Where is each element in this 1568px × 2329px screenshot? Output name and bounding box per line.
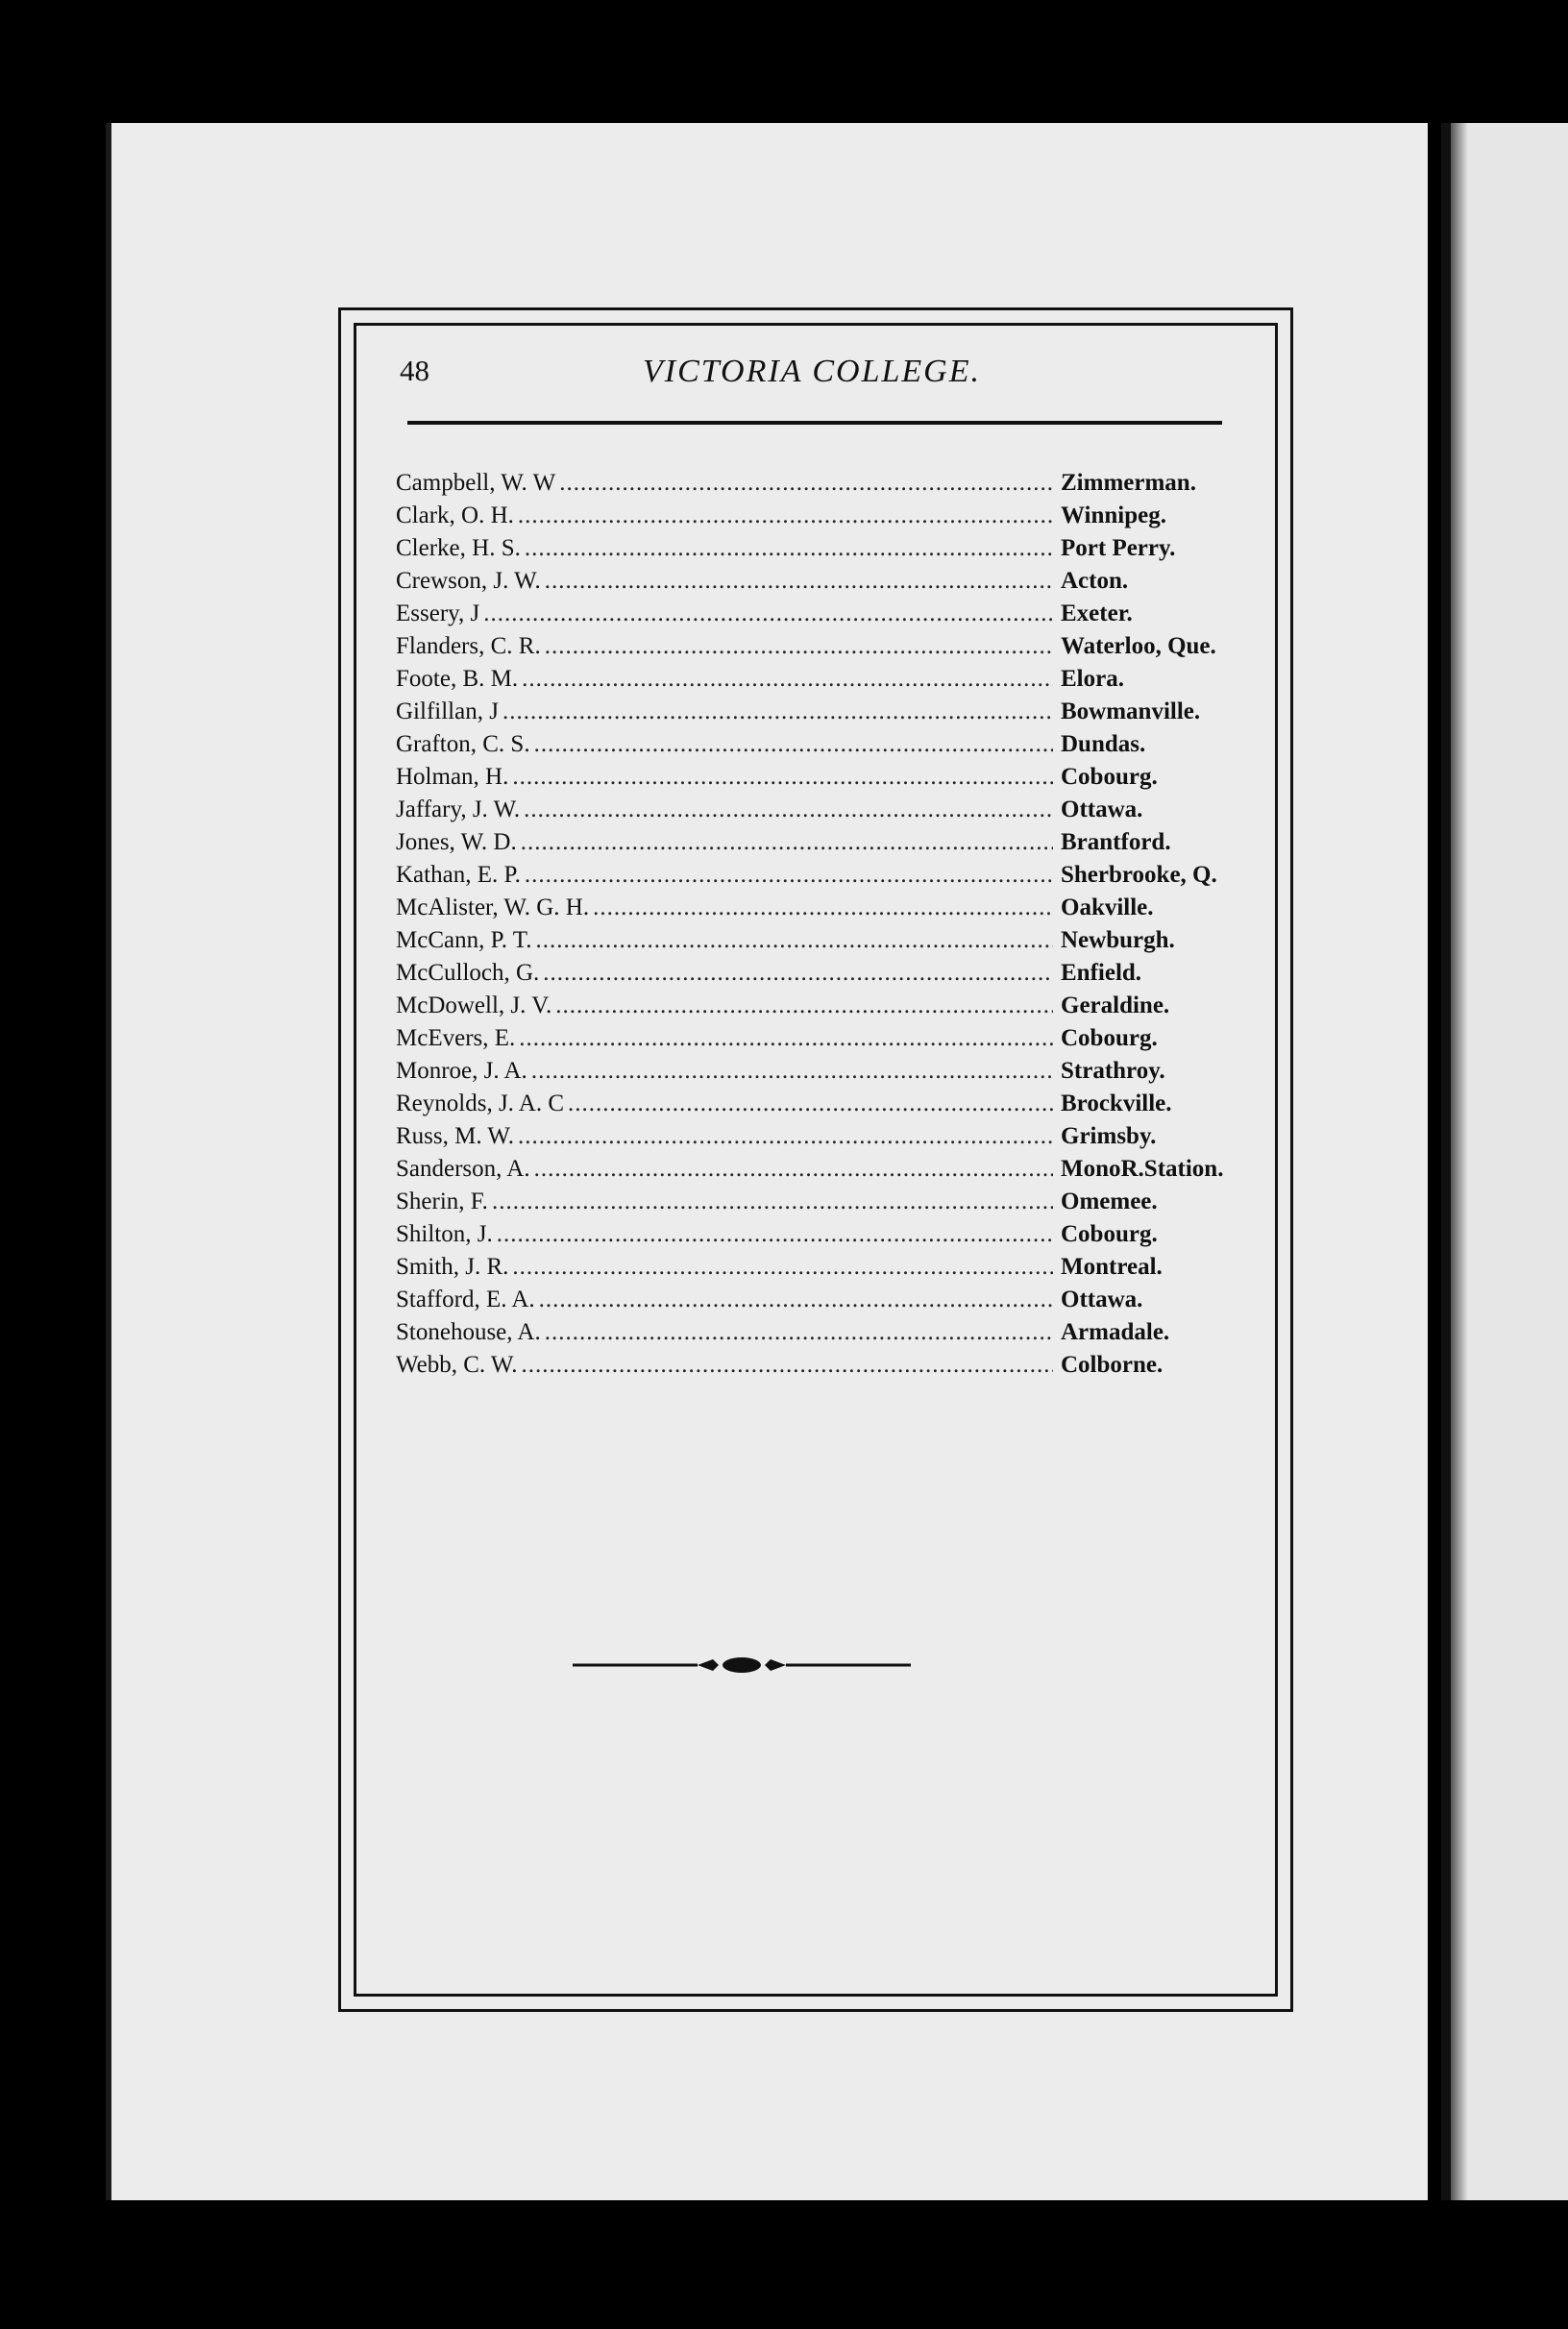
home-town: Port Perry. bbox=[1061, 535, 1176, 561]
dot-leader bbox=[539, 1284, 1053, 1316]
roster-entry bbox=[396, 924, 1241, 957]
dot-leader bbox=[518, 1120, 1053, 1153]
home-town: Acton. bbox=[1061, 568, 1129, 594]
home-town: Waterloo, Que. bbox=[1061, 633, 1216, 659]
dot-leader bbox=[531, 1055, 1053, 1088]
roster-entry bbox=[396, 1022, 1241, 1055]
dot-leader bbox=[497, 1218, 1053, 1251]
roster-entry bbox=[396, 990, 1241, 1022]
student-name: Crewson, J. W. bbox=[396, 568, 541, 594]
student-name: Monroe, J. A. bbox=[396, 1058, 527, 1084]
ornament-center-oval bbox=[723, 1657, 761, 1673]
roster-entry bbox=[396, 1218, 1241, 1251]
dot-leader bbox=[593, 892, 1053, 924]
roster-entry bbox=[396, 1153, 1241, 1186]
roster-entry bbox=[396, 1349, 1241, 1382]
dot-leader bbox=[535, 924, 1053, 957]
roster-entry bbox=[396, 696, 1241, 728]
roster-entry bbox=[396, 467, 1241, 500]
home-town: Cobourg. bbox=[1061, 1221, 1158, 1247]
roster-entry bbox=[396, 630, 1241, 663]
running-head bbox=[394, 354, 1230, 402]
home-town: Exeter. bbox=[1061, 601, 1133, 626]
student-name: McCulloch, G. bbox=[396, 960, 540, 986]
student-name: Stonehouse, A. bbox=[396, 1319, 541, 1345]
student-name: Grafton, C. S. bbox=[396, 731, 530, 757]
roster-entry bbox=[396, 1284, 1241, 1316]
home-town: Ottawa. bbox=[1061, 1287, 1143, 1312]
home-town: MonoR.Station. bbox=[1061, 1156, 1224, 1182]
student-name: Campbell, W. W bbox=[396, 470, 556, 496]
roster-entry bbox=[396, 532, 1241, 565]
dot-leader bbox=[545, 565, 1053, 598]
dot-leader bbox=[521, 1349, 1053, 1382]
dot-leader bbox=[502, 696, 1053, 728]
home-town: Oakville. bbox=[1061, 895, 1154, 920]
dot-leader bbox=[524, 794, 1053, 826]
roster-entry bbox=[396, 892, 1241, 924]
student-name: Reynolds, J. A. C bbox=[396, 1091, 565, 1116]
dot-leader bbox=[545, 630, 1053, 663]
dot-leader bbox=[543, 957, 1053, 990]
dot-leader bbox=[534, 1153, 1053, 1186]
gutter-shadow bbox=[1451, 123, 1468, 2200]
roster-entry bbox=[396, 1316, 1241, 1349]
dot-leader bbox=[568, 1088, 1053, 1120]
dot-leader bbox=[525, 532, 1053, 565]
home-town: Cobourg. bbox=[1061, 764, 1158, 790]
head-rule bbox=[407, 421, 1222, 425]
home-town: Colborne. bbox=[1061, 1352, 1164, 1378]
dot-leader bbox=[512, 1251, 1053, 1284]
roster-entry bbox=[396, 1251, 1241, 1284]
home-town: Strathroy. bbox=[1061, 1058, 1165, 1084]
home-town: Ottawa. bbox=[1061, 797, 1143, 822]
dot-leader bbox=[559, 467, 1053, 500]
student-name: McAlister, W. G. H. bbox=[396, 895, 590, 920]
roster-entry bbox=[396, 500, 1241, 532]
closing-ornament bbox=[573, 1651, 911, 1679]
student-name: Sherin, F. bbox=[396, 1189, 488, 1214]
home-town: Cobourg. bbox=[1061, 1025, 1158, 1051]
ornament-diamond-left bbox=[698, 1659, 719, 1671]
home-town: Newburgh. bbox=[1061, 927, 1175, 953]
roster-entry bbox=[396, 1055, 1241, 1088]
roster-entry bbox=[396, 826, 1241, 859]
roster-entry bbox=[396, 859, 1241, 892]
roster-entry bbox=[396, 957, 1241, 990]
student-name: Russ, M. W. bbox=[396, 1123, 514, 1149]
student-name: Jones, W. D. bbox=[396, 829, 517, 855]
home-town: Winnipeg. bbox=[1061, 503, 1166, 528]
dot-leader bbox=[545, 1316, 1053, 1349]
student-name: Holman, H. bbox=[396, 764, 509, 790]
student-name: Flanders, C. R. bbox=[396, 633, 541, 659]
dot-leader bbox=[512, 761, 1053, 794]
student-name: Essery, J bbox=[396, 601, 480, 626]
roster-entry bbox=[396, 598, 1241, 630]
student-name: Clark, O. H. bbox=[396, 503, 514, 528]
ornament-diamond-right bbox=[765, 1659, 786, 1671]
home-town: Omemee. bbox=[1061, 1189, 1158, 1214]
student-name: Gilfillan, J bbox=[396, 699, 499, 724]
student-name: Kathan, E. P. bbox=[396, 862, 521, 888]
student-roster bbox=[396, 467, 1241, 1382]
page-title: VICTORIA COLLEGE. bbox=[642, 354, 981, 389]
student-name: McEvers, E. bbox=[396, 1025, 516, 1051]
dot-leader bbox=[518, 500, 1053, 532]
home-town: Elora. bbox=[1061, 666, 1124, 692]
roster-entry bbox=[396, 1088, 1241, 1120]
home-town: Brantford. bbox=[1061, 829, 1171, 855]
dot-leader bbox=[483, 598, 1053, 630]
home-town: Sherbrooke, Q. bbox=[1061, 862, 1217, 888]
dot-leader bbox=[522, 663, 1053, 696]
page-number: 48 bbox=[400, 354, 429, 387]
student-name: Foote, B. M. bbox=[396, 666, 519, 692]
home-town: Bowmanville. bbox=[1061, 699, 1201, 724]
student-name: McDowell, J. V. bbox=[396, 993, 552, 1018]
student-name: Stafford, E. A. bbox=[396, 1287, 535, 1312]
student-name: Smith, J. R. bbox=[396, 1254, 509, 1280]
student-name: McCann, P. T. bbox=[396, 927, 532, 953]
roster-entry bbox=[396, 565, 1241, 598]
home-town: Zimmerman. bbox=[1061, 470, 1196, 496]
home-town: Brockville. bbox=[1061, 1091, 1172, 1116]
student-name: Clerke, H. S. bbox=[396, 535, 521, 561]
roster-entry bbox=[396, 728, 1241, 761]
dot-leader bbox=[521, 826, 1053, 859]
roster-entry bbox=[396, 1120, 1241, 1153]
home-town: Grimsby. bbox=[1061, 1123, 1157, 1149]
student-name: Jaffary, J. W. bbox=[396, 797, 521, 822]
student-name: Sanderson, A. bbox=[396, 1156, 530, 1182]
roster-entry bbox=[396, 761, 1241, 794]
home-town: Dundas. bbox=[1061, 731, 1146, 757]
home-town: Enfield. bbox=[1061, 960, 1142, 986]
roster-entry bbox=[396, 794, 1241, 826]
home-town: Armadale. bbox=[1061, 1319, 1170, 1345]
student-name: Shilton, J. bbox=[396, 1221, 493, 1247]
dot-leader bbox=[492, 1186, 1053, 1218]
student-name: Webb, C. W. bbox=[396, 1352, 518, 1378]
roster-entry bbox=[396, 663, 1241, 696]
dot-leader bbox=[534, 728, 1053, 761]
adjacent-page-edge bbox=[1441, 123, 1568, 2200]
dot-leader bbox=[525, 859, 1053, 892]
home-town: Montreal. bbox=[1061, 1254, 1163, 1280]
dot-leader bbox=[519, 1022, 1053, 1055]
home-town: Geraldine. bbox=[1061, 993, 1170, 1018]
roster-entry bbox=[396, 1186, 1241, 1218]
dot-leader bbox=[555, 990, 1053, 1022]
